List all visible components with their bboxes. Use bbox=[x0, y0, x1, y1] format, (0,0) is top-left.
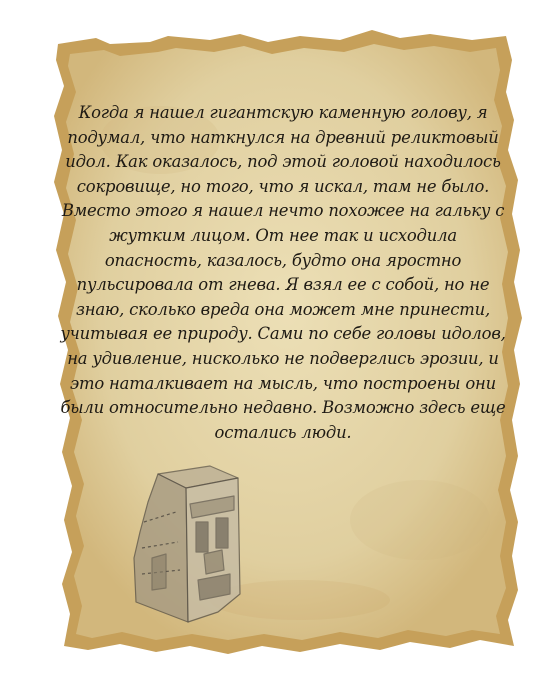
idol-head-sketch bbox=[126, 462, 256, 632]
note-text: Когда я нашел гигантскую каменную голову, я подумал, что наткнулся на древний реликтовый идол. Как оказалось, под этой головой находилось сокровище, но того, что я искал, там не было. Вместо этого я нашел нечто похожее на гальку с жутким лицом. От нее так и исходила опасность, казалось, будто она яростно пульсировала от гнева. Я взял ее с собой, но не знаю, сколько вреда она может мне принести, учитывая ее природу. Сами по себе головы идолов, на удивление, нисколько не подверглись эрозии, и это наталкивает на мысль, что построены они были относительно недавно. Возможно здесь еще остались люди. bbox=[60, 103, 506, 442]
